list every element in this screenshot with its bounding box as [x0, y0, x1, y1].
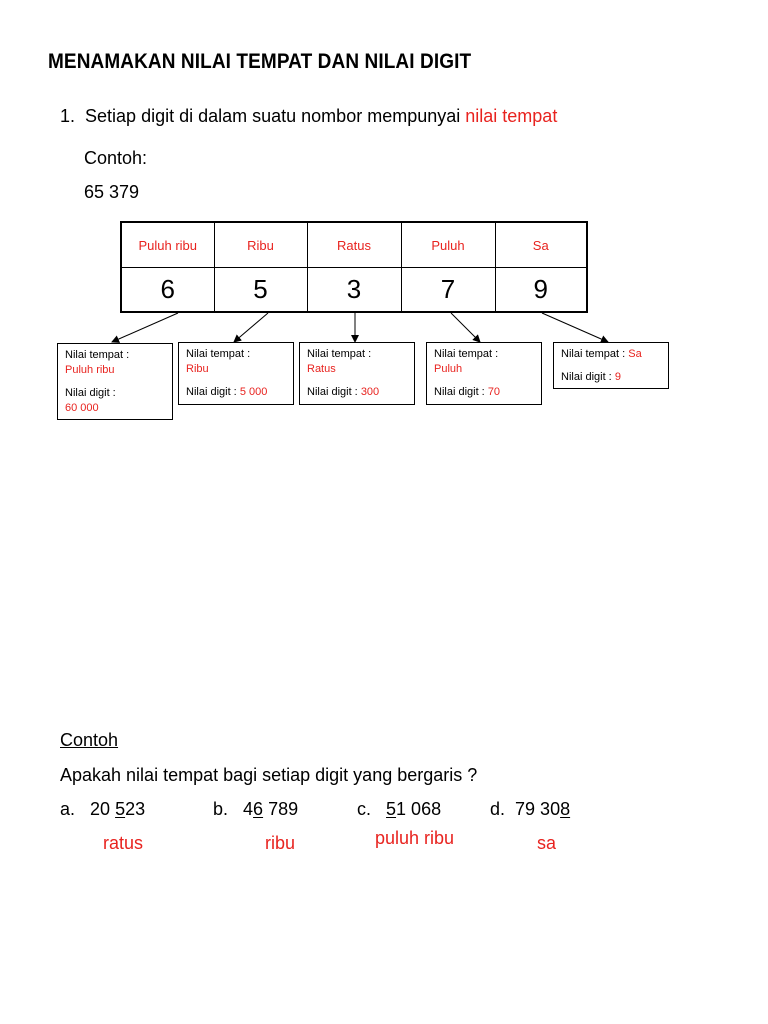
item-number-after: 1 068 [396, 799, 442, 819]
exercise-item-c [357, 799, 441, 820]
box-digit-value: 70 [487, 386, 501, 398]
place-value-header-row [121, 222, 587, 268]
box-digit-row [434, 385, 534, 400]
info-box-puluh [426, 342, 542, 405]
info-box-ratus [299, 342, 415, 405]
point-1-highlight: nilai tempat [465, 106, 558, 126]
exercise-question: Apakah nilai tempat bagi setiap digit yang bergaris ? [60, 765, 478, 785]
item-number-before: 20 [90, 799, 116, 819]
item-underlined-digit: 5 [115, 799, 126, 819]
box-digit-value: 9 [614, 371, 621, 383]
box-place-label: Nilai tempat : [65, 349, 130, 361]
digit-cell: 6 [121, 268, 214, 313]
box-digit-label: Nilai digit : [561, 371, 612, 383]
item-letter: a. [60, 799, 76, 819]
box-digit-label: Nilai digit : [65, 387, 116, 399]
box-place-value: Ratus [307, 363, 336, 375]
item-underlined-digit: 6 [253, 799, 264, 819]
digit-cell: 7 [401, 268, 495, 313]
item-underlined-digit: 8 [560, 799, 571, 819]
answer-b: ribu [265, 833, 296, 853]
item-number-after: 789 [263, 799, 299, 819]
item-underlined-digit: 5 [386, 799, 397, 819]
arrow-puluh-ribu [112, 313, 178, 342]
digit-cell: 3 [307, 268, 401, 313]
box-place-value: Puluh ribu [65, 364, 115, 376]
box-place-label: Nilai tempat : [186, 348, 251, 360]
box-digit-value: 300 [360, 386, 380, 398]
item-number-after: 23 [125, 799, 146, 819]
box-place-value: Ribu [186, 363, 209, 375]
place-header: Sa [495, 222, 587, 268]
example-number: 65 379 [84, 182, 140, 202]
place-value-table [120, 221, 588, 313]
arrow-sa [542, 313, 608, 342]
exercise-item-a [60, 799, 145, 820]
box-place-row [561, 347, 661, 362]
answer-d: sa [537, 833, 557, 853]
page-title: MENAMAKAN NILAI TEMPAT DAN NILAI DIGIT [48, 50, 472, 74]
point-1-number: 1. [60, 106, 76, 126]
box-place-label: Nilai tempat : [307, 348, 372, 360]
place-header: Puluh [401, 222, 495, 268]
digit-cell: 9 [495, 268, 587, 313]
arrow-ribu [234, 313, 268, 342]
item-number-before: 4 [243, 799, 254, 819]
box-place-value: Sa [628, 348, 642, 360]
info-box-ribu [178, 342, 294, 405]
answer-a: ratus [103, 833, 144, 853]
box-digit-value: 5 000 [239, 386, 268, 398]
example-label: Contoh: [84, 148, 148, 168]
box-digit-row [186, 385, 286, 400]
box-place-label: Nilai tempat : [434, 348, 499, 360]
box-place-value: Puluh [434, 363, 463, 375]
box-digit-value: 60 000 [65, 402, 99, 414]
exercise-item-b [213, 799, 298, 820]
box-digit-label: Nilai digit : [434, 386, 485, 398]
digit-cell: 5 [214, 268, 307, 313]
arrow-puluh [451, 313, 480, 342]
place-header: Ratus [307, 222, 401, 268]
box-digit-label: Nilai digit : [186, 386, 237, 398]
point-1-text: Setiap digit di dalam suatu nombor mempunyai [85, 106, 461, 126]
box-place-label: Nilai tempat : [561, 348, 626, 360]
exercise-heading: Contoh [60, 730, 119, 750]
item-letter: b. [213, 799, 229, 819]
box-digit-label: Nilai digit : [307, 386, 358, 398]
info-box-sa [553, 342, 669, 389]
point-1 [60, 106, 557, 127]
item-letter: d. [490, 799, 506, 819]
answer-c: puluh ribu [375, 828, 455, 848]
exercise-item-d [490, 799, 570, 820]
box-digit-row [307, 385, 407, 400]
place-header: Puluh ribu [121, 222, 214, 268]
box-digit-row [561, 370, 661, 385]
place-value-digit-row [121, 268, 587, 313]
info-box-puluh-ribu [57, 343, 173, 420]
place-header: Ribu [214, 222, 307, 268]
item-number-before: 79 30 [515, 799, 561, 819]
item-letter: c. [357, 799, 372, 819]
